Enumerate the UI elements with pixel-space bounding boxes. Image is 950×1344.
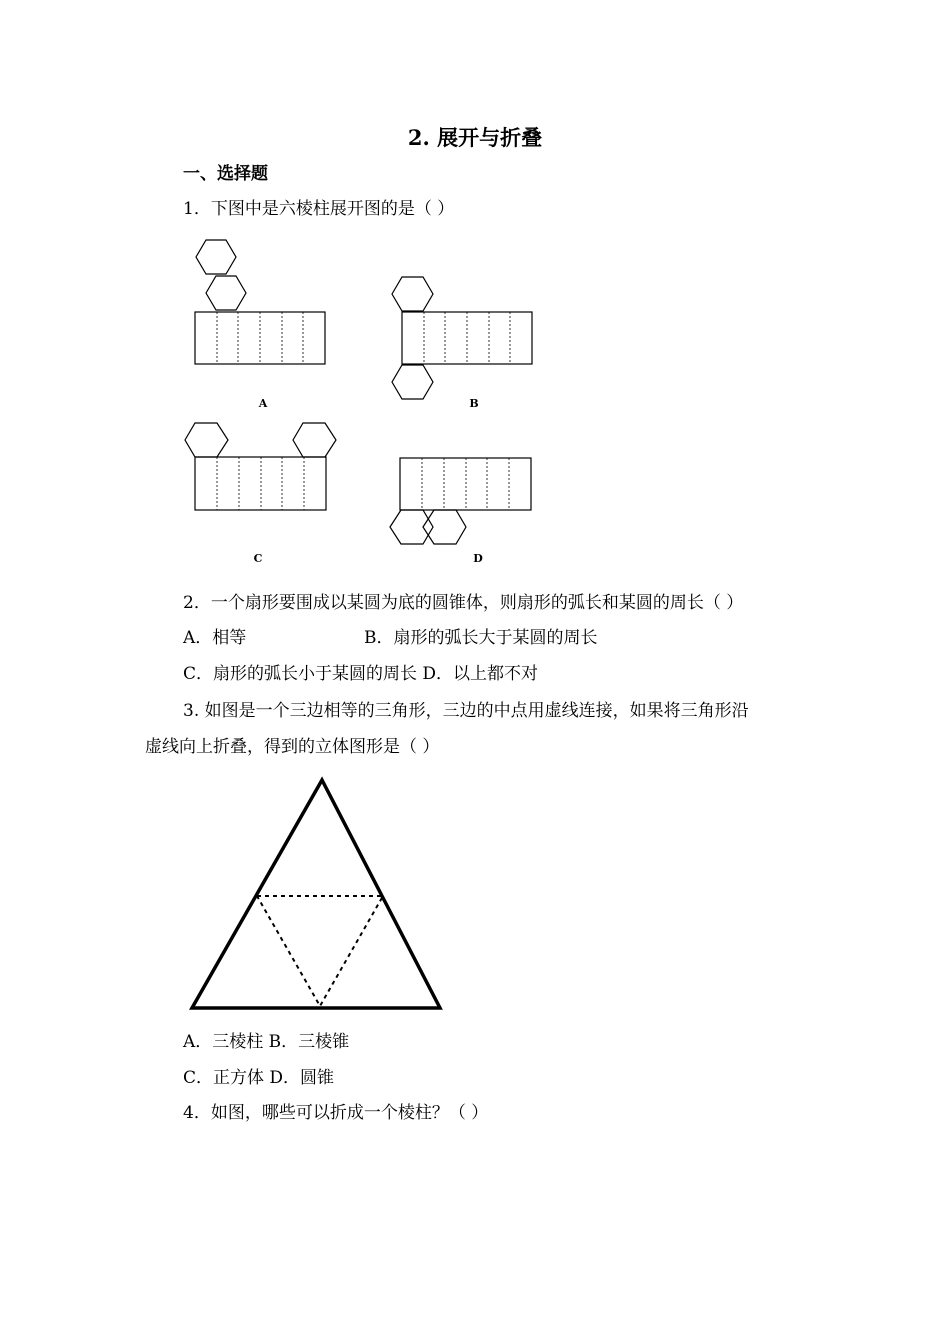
question-2-options-cd: C．扇形的弧长小于某圆的周长 D．以上都不对 <box>183 664 539 684</box>
label-c: C <box>253 552 263 565</box>
label-b: B <box>469 397 479 410</box>
question-3-triangle-figure <box>180 768 455 1018</box>
net-c <box>185 423 336 510</box>
question-3-stem-line2: 虚线向上折叠，得到的立体图形是（ ） <box>145 737 440 757</box>
question-2-stem: 2．一个扇形要围成以某圆为底的圆锥体，则扇形的弧长和某圆的周长（ ） <box>183 593 744 613</box>
net-d <box>390 458 531 544</box>
question-3-options-cd: C．正方体 D．圆锥 <box>183 1068 335 1088</box>
question-4-stem: 4．如图，哪些可以折成一个棱柱？（ ） <box>183 1103 489 1123</box>
question-1-stem: 1．下图中是六棱柱展开图的是（ ） <box>183 199 455 219</box>
label-d: D <box>473 552 483 565</box>
label-a: A <box>258 397 268 410</box>
question-2-option-b: B．扇形的弧长大于某圆的周长 <box>364 628 598 648</box>
page-title: 2. 展开与折叠 <box>407 125 543 150</box>
section-heading: 一、选择题 <box>183 164 268 184</box>
question-1-figure <box>180 232 550 572</box>
net-a <box>195 240 325 364</box>
question-3-stem-line1: 3. 如图是一个三边相等的三角形，三边的中点用虚线连接，如果将三角形沿 <box>183 701 749 721</box>
net-b <box>392 277 532 399</box>
question-3-options-ab: A．三棱柱 B．三棱锥 <box>183 1032 350 1052</box>
question-2-option-a: A．相等 <box>183 628 247 648</box>
